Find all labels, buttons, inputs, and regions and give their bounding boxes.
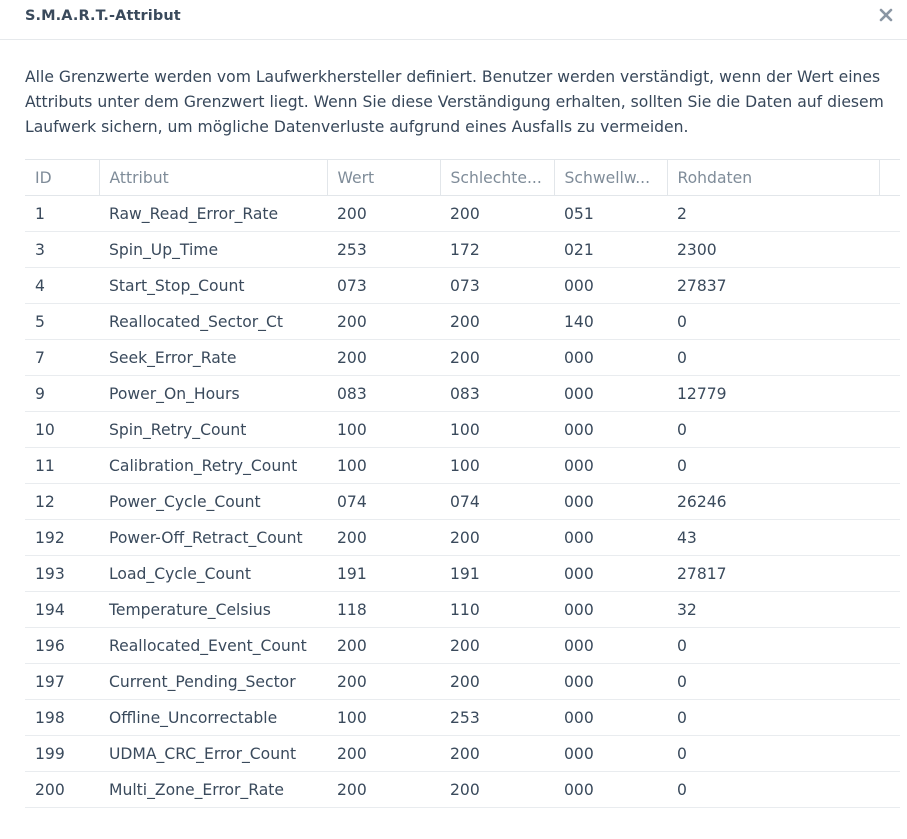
table-row[interactable] [25,448,900,484]
cell-value: 073 [337,276,367,295]
cell-value: 100 [337,708,367,727]
cell-raw-data: 2 [677,204,687,223]
cell-id: 198 [35,708,65,727]
cell-id: 11 [35,456,55,475]
cell-raw-data: 0 [677,420,687,439]
cell-threshold: 000 [564,780,594,799]
cell-filler [879,628,900,664]
cell-attribute: Reallocated_Event_Count [109,636,307,655]
cell-worst: 200 [450,204,480,223]
cell-worst: 200 [450,348,480,367]
cell-threshold: 000 [564,420,594,439]
cell-worst: 073 [450,276,480,295]
cell-value: 200 [337,204,367,223]
cell-worst: 200 [450,780,480,799]
cell-filler [879,520,900,556]
table-row[interactable] [25,628,900,664]
cell-raw-data: 0 [677,672,687,691]
cell-threshold: 000 [564,528,594,547]
cell-filler [879,700,900,736]
cell-attribute: Spin_Up_Time [109,240,219,259]
cell-worst: 200 [450,672,480,691]
cell-threshold: 000 [564,636,594,655]
cell-id: 10 [35,420,55,439]
cell-worst: 100 [450,456,480,475]
cell-raw-data: 0 [677,780,687,799]
dialog-titlebar [0,0,907,40]
cell-worst: 253 [450,708,480,727]
table-row[interactable] [25,700,900,736]
cell-attribute: Spin_Retry_Count [109,420,247,439]
cell-raw-data: 2300 [677,240,717,259]
table-row[interactable] [25,772,900,808]
cell-id: 193 [35,564,65,583]
column-header-raw-data[interactable]: Rohdaten [667,160,879,196]
cell-raw-data: 0 [677,744,687,763]
cell-threshold: 000 [564,276,594,295]
cell-filler [879,412,900,448]
cell-threshold: 021 [564,240,594,259]
cell-attribute: Start_Stop_Count [109,276,245,295]
cell-value: 200 [337,312,367,331]
table-row[interactable] [25,664,900,700]
table-row[interactable] [25,592,900,628]
cell-raw-data: 0 [677,636,687,655]
dialog-title: S.M.A.R.T.-Attribut [25,8,181,24]
cell-worst: 200 [450,312,480,331]
cell-attribute: Multi_Zone_Error_Rate [109,780,284,799]
cell-threshold: 140 [564,312,594,331]
cell-raw-data: 43 [677,528,697,547]
cell-id: 199 [35,744,65,763]
column-header-worst[interactable]: Schlechte... [440,160,554,196]
cell-id: 194 [35,600,65,619]
cell-raw-data: 0 [677,312,687,331]
cell-raw-data: 0 [677,348,687,367]
cell-attribute: Reallocated_Sector_Ct [109,312,283,331]
cell-filler [879,484,900,520]
cell-filler [879,304,900,340]
cell-threshold: 000 [564,384,594,403]
cell-id: 1 [35,204,45,223]
cell-id: 5 [35,312,45,331]
cell-attribute: Raw_Read_Error_Rate [109,204,279,223]
cell-value: 200 [337,744,367,763]
cell-threshold: 000 [564,672,594,691]
cell-filler [879,736,900,772]
cell-filler [879,448,900,484]
cell-worst: 110 [450,600,480,619]
cell-attribute: Power-Off_Retract_Count [109,528,303,547]
cell-id: 200 [35,780,65,799]
cell-worst: 074 [450,492,480,511]
cell-id: 197 [35,672,65,691]
cell-filler [879,196,900,232]
cell-threshold: 000 [564,744,594,763]
cell-filler [879,340,900,376]
cell-worst: 100 [450,420,480,439]
cell-attribute: Power_On_Hours [109,384,240,403]
cell-attribute: Current_Pending_Sector [109,672,296,691]
cell-raw-data: 26246 [677,492,727,511]
column-header-filler [879,160,900,196]
cell-threshold: 000 [564,708,594,727]
cell-id: 7 [35,348,45,367]
column-header-id[interactable]: ID [25,160,99,196]
cell-filler [879,664,900,700]
cell-filler [879,772,900,808]
cell-attribute: Temperature_Celsius [109,600,271,619]
table-row[interactable] [25,196,900,232]
cell-filler [879,556,900,592]
table-row[interactable] [25,736,900,772]
column-header-threshold[interactable]: Schwellw... [554,160,667,196]
table-body [25,196,900,808]
cell-attribute: Calibration_Retry_Count [109,456,298,475]
cell-worst: 200 [450,744,480,763]
cell-attribute: UDMA_CRC_Error_Count [109,744,297,763]
cell-value: 074 [337,492,367,511]
cell-attribute: Seek_Error_Rate [109,348,237,367]
cell-raw-data: 27817 [677,564,727,583]
close-button[interactable] [876,4,898,26]
cell-filler [879,376,900,412]
cell-attribute: Load_Cycle_Count [109,564,251,583]
cell-value: 200 [337,348,367,367]
cell-raw-data: 0 [677,456,687,475]
cell-filler [879,268,900,304]
table-row[interactable] [25,484,900,520]
table-row[interactable] [25,556,900,592]
cell-value: 100 [337,456,367,475]
cell-id: 3 [35,240,45,259]
cell-value: 253 [337,240,367,259]
cell-filler [879,232,900,268]
cell-threshold: 000 [564,456,594,475]
column-header-attribute[interactable]: Attribut [99,160,327,196]
cell-attribute: Offline_Uncorrectable [109,708,278,727]
cell-filler [879,592,900,628]
cell-value: 200 [337,636,367,655]
cell-value: 200 [337,780,367,799]
column-header-value[interactable]: Wert [327,160,440,196]
cell-id: 196 [35,636,65,655]
cell-id: 192 [35,528,65,547]
table-header-row [25,160,900,196]
table-row[interactable] [25,304,900,340]
cell-id: 12 [35,492,55,511]
cell-value: 118 [337,600,367,619]
cell-value: 100 [337,420,367,439]
close-icon [876,4,898,26]
table-row[interactable] [25,340,900,376]
table-row[interactable] [25,268,900,304]
cell-worst: 172 [450,240,480,259]
dialog-description: Alle Grenzwerte werden vom Laufwerkhersteller definiert. Benutzer werden verständigt, wenn der Wert eines Attributs unter dem Grenzwert liegt. Wenn Sie diese Verständigung erhalten, sollten Sie die Daten auf diesem Laufwerk sichern, um mögliche Datenverluste aufgrund eines Ausfalls zu vermeiden. [25,68,884,136]
cell-worst: 200 [450,636,480,655]
table-row[interactable] [25,520,900,556]
cell-worst: 191 [450,564,480,583]
table-row[interactable] [25,412,900,448]
cell-raw-data: 0 [677,708,687,727]
cell-worst: 200 [450,528,480,547]
cell-threshold: 000 [564,348,594,367]
cell-raw-data: 12779 [677,384,727,403]
cell-value: 083 [337,384,367,403]
cell-threshold: 000 [564,492,594,511]
cell-worst: 083 [450,384,480,403]
cell-value: 191 [337,564,367,583]
cell-value: 200 [337,672,367,691]
smart-table [25,159,900,808]
cell-attribute: Power_Cycle_Count [109,492,261,511]
cell-threshold: 051 [564,204,594,223]
cell-raw-data: 32 [677,600,697,619]
table-row[interactable] [25,232,900,268]
cell-raw-data: 27837 [677,276,727,295]
table-row[interactable] [25,376,900,412]
cell-threshold: 000 [564,600,594,619]
cell-id: 4 [35,276,45,295]
cell-id: 9 [35,384,45,403]
cell-threshold: 000 [564,564,594,583]
cell-value: 200 [337,528,367,547]
